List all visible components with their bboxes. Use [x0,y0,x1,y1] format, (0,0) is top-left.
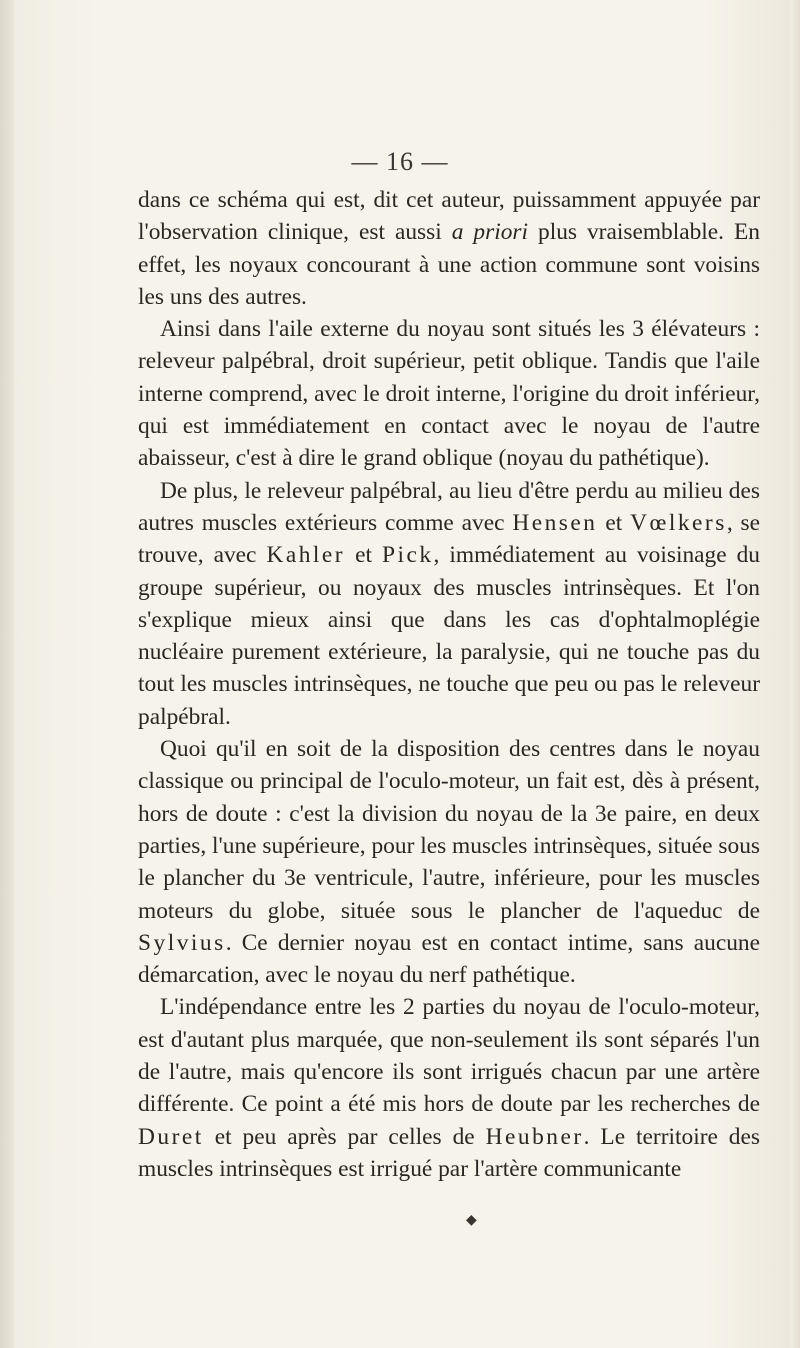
text-run: dans ce schéma qui est, dit cet auteur, puissamment appuyée par l'observation clinique, est aussi [138,187,760,246]
text-run: et peu après par celles de [203,1123,486,1150]
page-right-edge [790,0,800,1348]
author-name: Pick [381,542,434,569]
body-text [138,184,760,1185]
author-name: Heubner [485,1123,584,1150]
author-name: Sylvius [138,929,226,956]
author-name: Kahler [266,542,346,569]
text-run: , se trouve, avec [138,509,761,569]
paragraph-4 [138,733,760,991]
text-run: L'indépendance entre les 2 parties du noyau de l'oculo-moteur, est d'autant plus marquée, que non-seulement ils sont séparés l'un de l'autre, mais qu'encore ils sont irrigués chacun par une artère différente. Ce point a été mis hors de doute par les recherches de [138,994,760,1118]
text-run: Quoi qu'il en soit de la disposition des centres dans le noyau classique ou principal de l'oculo-moteur, un fait est, dès à présent, hors de doute : c'est la division du noyau de la 3e paire, en deux parties, l'une supérieure, pour les muscles intrinsèques, située sous le plancher du 3e ventricule, l'autre, inférieure, pour les muscles moteurs du globe, située sous le plancher de l'aqueduc de [138,736,760,924]
author-name: Duret [138,1123,204,1150]
page-number: — 16 — [351,147,449,176]
text-run: . Le territoire des muscles intrinsèques est irrigué par l'artère communicante [138,1123,760,1182]
paragraph-3 [138,475,760,733]
text-run: et [597,509,631,536]
author-name: Hensen [512,509,598,536]
text-run: , immédiatement au voisinage du groupe supérieur, ou noyaux des muscles intrinsèques. Et l'on s'explique mieux ainsi que dans les cas d'ophtalmoplégie nucléaire purement extérieure, la paralysie, qui ne touche pas du tout les muscles intrinsèques, ne touche que peu ou pas le releveur palpébral. [138,542,760,730]
text-run: De plus, le releveur palpébral, au lieu d'être perdu au milieu des autres muscles extérieurs comme avec [138,477,760,536]
paragraph-5 [138,991,760,1185]
printer-mark: ◆ [466,1213,477,1228]
text-run: . Ce dernier noyau est en contact intime, sans aucune démarcation, avec le noyau du nerf pathétique. [138,929,760,989]
paragraph-1 [138,184,760,313]
text-run: plus vraisemblable. En effet, les noyaux concourant à une action commune sont voisins les uns des autres. [138,219,761,310]
page-binding-edge [0,0,14,1348]
text-run: et [345,542,382,569]
text-run: Ainsi dans l'aile externe du noyau sont situés les 3 élévateurs : releveur palpébral, droit supérieur, petit oblique. Tandis que l'aile interne comprend, avec le droit interne, l'origine du droit inférieur, qui est immédiatement en contact avec le noyau de l'autre abaisseur, c'est à dire le grand oblique (noyau du pathétique). [138,316,760,472]
paragraph-2 [138,313,760,474]
author-name: Vœlkers [630,509,727,536]
italic-phrase: a priori [451,219,529,246]
